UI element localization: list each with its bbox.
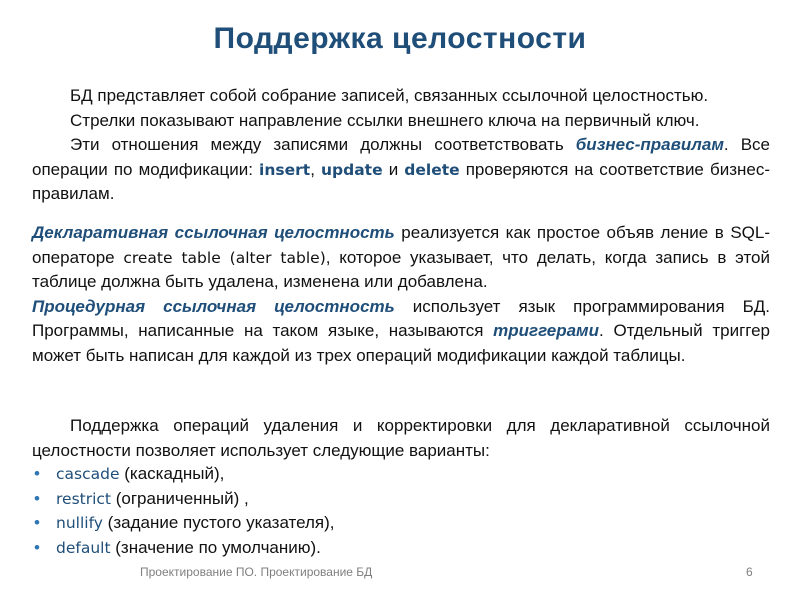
intro-text: . Все операции по модификации: <box>32 135 770 179</box>
page-number: 6 <box>746 565 753 579</box>
intro-block <box>32 84 770 207</box>
support-intro: Поддержка операций удаления и корректировки для декларативной ссылочной целостности позволяет использует следующие варианты: <box>32 416 770 460</box>
bullet-icon: • <box>34 464 40 483</box>
declarative-code: create table (alter table) <box>123 248 326 267</box>
option-desc: (ограниченный) , <box>111 488 249 508</box>
separator: , <box>310 159 321 179</box>
option-code: cascade <box>56 465 120 483</box>
procedural-term: Процедурная ссылочная целостность <box>32 296 395 316</box>
intro-paragraph-3 <box>32 133 770 207</box>
option-desc: (задание пустого указателя), <box>102 513 335 532</box>
op-insert: insert <box>259 160 311 179</box>
intro-text: проверяются на соответствие бизнес-правилам. <box>32 159 771 203</box>
slide-title: Поддержка целостности <box>213 22 587 55</box>
option-code: default <box>56 538 111 557</box>
procedural-text: использует язык программирования БД. Программы, написанные на таком языке, называются <box>32 296 770 340</box>
declarative-term: Декларативная ссылочная целостность <box>32 223 395 242</box>
intro-text: Эти отношения между записями должны соответствовать <box>70 135 576 154</box>
procedural-text: . Отдельный триггер может быть написан для каждой из трех операций модификации каждой таблицы. <box>32 321 771 365</box>
intro-paragraph-2: Стрелки показывают направление ссылки внешнего ключа на первичный ключ. <box>70 110 700 130</box>
bullet-icon: • <box>34 537 40 557</box>
list-item <box>32 536 335 561</box>
list-item <box>32 462 335 487</box>
integrity-types-block <box>32 221 770 368</box>
option-desc: (значение по умолчанию). <box>110 537 321 557</box>
op-delete: delete <box>404 160 460 179</box>
business-rules-term: бизнес-правилам <box>575 135 724 154</box>
support-block <box>32 414 770 463</box>
op-update: update <box>321 160 383 179</box>
declarative-paragraph <box>32 221 770 295</box>
footer-text: Проектирование ПО. Проектирование БД <box>140 565 373 579</box>
procedural-paragraph <box>32 295 770 369</box>
separator: и <box>382 159 405 179</box>
options-list <box>32 462 335 560</box>
bullet-icon: • <box>34 488 40 508</box>
declarative-text: , которое указывает, что делать, когда запись в этой таблице должна быть удалена, изменена или добавлена. <box>32 247 770 291</box>
triggers-term: триггерами <box>493 321 600 340</box>
declarative-text: реализуется как простое объяв ление в SQL-операторе <box>32 223 770 267</box>
bullet-icon: • <box>34 513 40 532</box>
intro-paragraph-1: БД представляет собой собрание записей, связанных ссылочной целостностью. <box>70 86 709 105</box>
list-item <box>32 511 335 536</box>
option-code: nullify <box>56 514 103 532</box>
option-code: restrict <box>56 489 111 508</box>
list-item <box>32 487 335 512</box>
option-desc: (каскадный), <box>119 464 225 483</box>
